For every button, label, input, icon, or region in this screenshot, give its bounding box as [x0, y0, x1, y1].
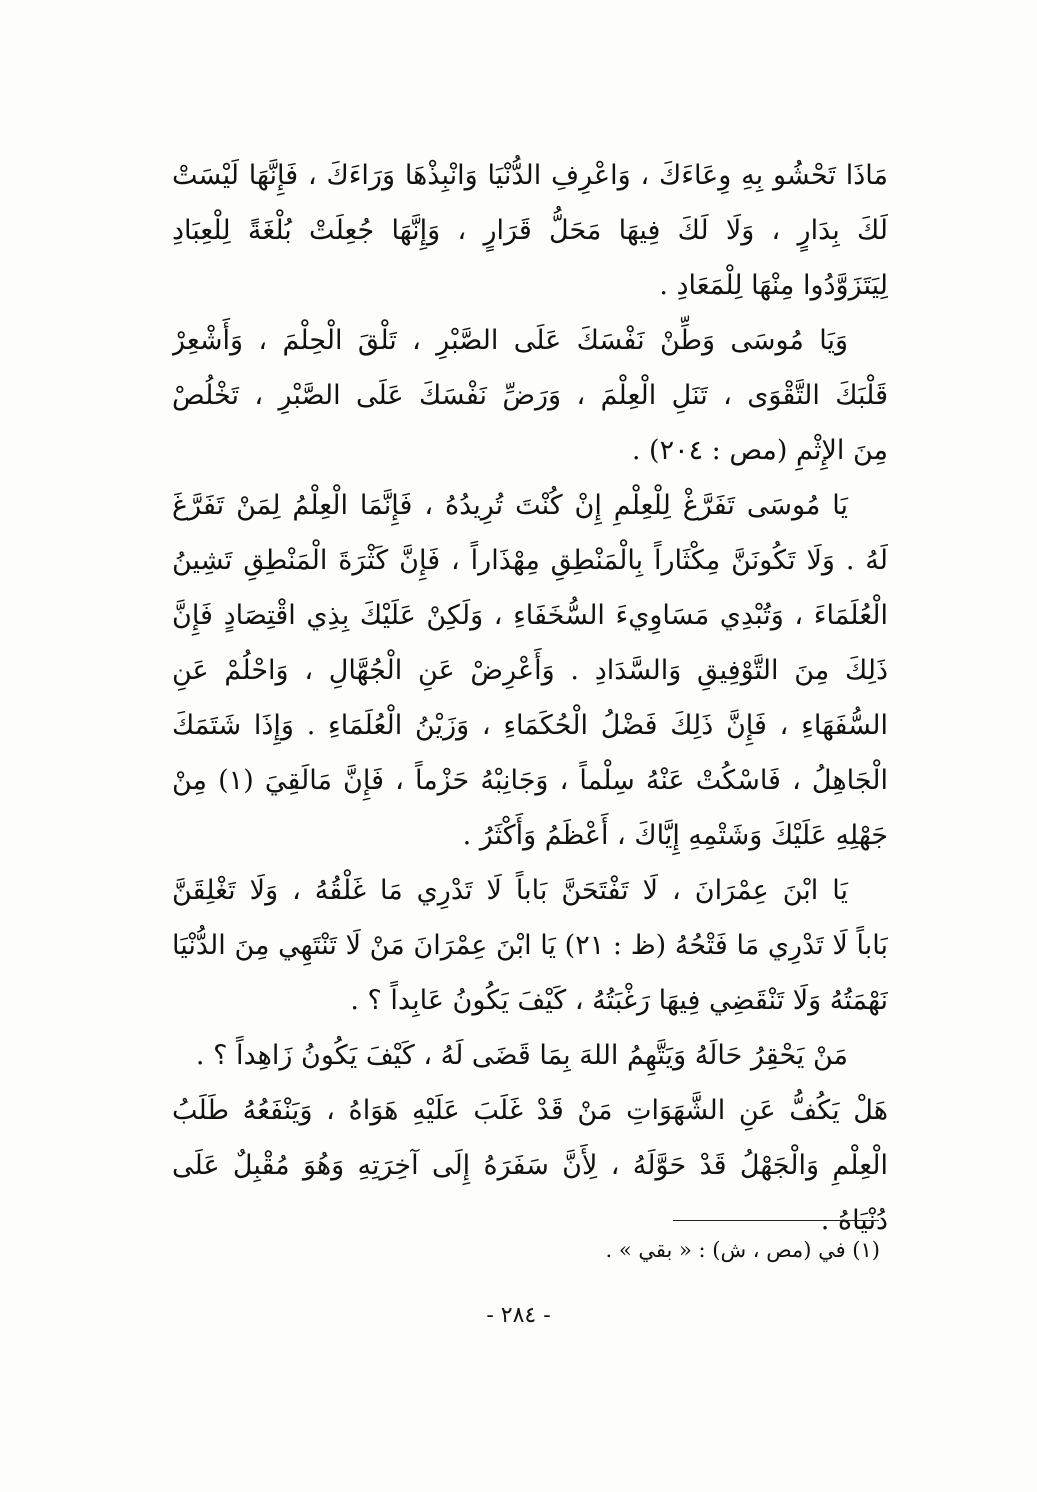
text-line-11: السُّفَهَاءِ ، فَإِنَّ ذَلِكَ فَضْلُ الْحُكَمَاءِ ، وَزَيْنُ الْعُلَمَاءِ . وَإِذَا شَتَمَكَ [172, 710, 888, 741]
page-number: - ٢٨٤ - [486, 1303, 551, 1328]
text-line-16: نَهْمَتُهُ وَلَا تَنْقَضِي فِيهَا رَغْبَتُهُ ، كَيْفَ يَكُونُ عَابِداً ؟ . [350, 985, 888, 1016]
text-line-8: لَهُ . وَلَا تَكُونَنَّ مِكْثَاراً بِالْمَنْطِقِ مِهْذَاراً ، فَإِنَّ كَثْرَةَ الْمَنْطِقِ تَشِينُ [172, 545, 888, 576]
main-text [172, 148, 888, 1248]
text-line-13: جَهْلِهِ عَلَيْكَ وَشَتْمِهِ إِيَّاكَ ، أَعْظَمُ وَأَكْثَرُ . [462, 820, 888, 851]
text-line-19: الْعِلْمِ وَالْجَهْلُ قَدْ حَوَّلَهُ ، لِأَنَّ سَفَرَهُ إِلَى آخِرَتِهِ وَهُوَ مُقْبِلٌ عَلَى [172, 1150, 888, 1181]
text-line-20: دُنْيَاهُ . [820, 1205, 888, 1236]
text-line-4: وَيَا مُوسَى وَطِّنْ نَفْسَكَ عَلَى الصَّبْرِ ، تَلْقَ الْحِلْمَ ، وَأَشْعِرْ [172, 325, 848, 356]
text-line-18: هَلْ يَكُفُّ عَنِ الشَّهَوَاتِ مَنْ قَدْ غَلَبَ عَلَيْهِ هَوَاهُ ، وَيَنْفَعُهُ طَلَبُ [172, 1095, 888, 1126]
text-line-14: يَا ابْنَ عِمْرَانَ ، لَا تَفْتَحَنَّ بَاباً لَا تَدْرِي مَا غَلْقُهُ ، وَلَا تَغْلِقَنَّ [172, 875, 848, 906]
text-line-3: لِيَتَزَوَّدُوا مِنْهَا لِلْمَعَادِ . [659, 270, 888, 301]
text-line-15: بَاباً لَا تَدْرِي مَا فَتْحُهُ (ظ : ٢١) يَا ابْنَ عِمْرَانَ مَنْ لَا تَنْتَهِي مِنَ الدُّنْيَا [172, 930, 888, 961]
text-line-2: لَكَ بِدَارٍ ، وَلَا لَكَ فِيهَا مَحَلُّ قَرَارٍ ، وَإِنَّهَا جُعِلَتْ بُلْغَةً لِلْعِبَادِ [172, 215, 888, 246]
text-line-6: مِنَ الإِثْمِ (مص : ٢٠٤) . [631, 435, 888, 466]
text-line-7: يَا مُوسَى تَفَرَّغْ لِلْعِلْمِ إِنْ كُنْتَ تُرِيدُهُ ، فَإِنَّمَا الْعِلْمُ لِمَنْ تَفَرَّغَ [172, 490, 848, 521]
text-line-1: مَاذَا تَحْشُو بِهِ وِعَاءَكَ ، وَاعْرِفِ الدُّنْيَا وَانْبِذْهَا وَرَاءَكَ ، فَإِنَّهَا لَيْسَتْ [172, 160, 888, 191]
text-line-12: الْجَاهِلُ ، فَاسْكُتْ عَنْهُ سِلْماً ، وَجَانِبْهُ حَزْماً ، فَإِنَّ مَالَقِيَ (١) مِنْ [172, 765, 888, 796]
text-line-17: مَنْ يَحْقِرُ حَالَهُ وَيَتَّهِمُ اللهَ بِمَا قَضَى لَهُ ، كَيْفَ يَكُونُ زَاهِداً ؟ . [195, 1040, 848, 1071]
footnote-divider [673, 1220, 879, 1221]
text-line-10: ذَلِكَ مِنَ التَّوْفِيقِ وَالسَّدَادِ . وَأَعْرِضْ عَنِ الْجُهَّالِ ، وَاحْلُمْ عَنِ [172, 655, 888, 686]
footnote: (١) في (مص ، ش) : « بقي » . [605, 1238, 880, 1262]
text-line-9: الْعُلَمَاءَ ، وَتُبْدِي مَسَاوِيءَ السُّخَفَاءِ ، وَلَكِنْ عَلَيْكَ بِذِي اقْتِصَادٍ فَإِنَّ [172, 600, 888, 631]
text-line-5: قَلْبَكَ التَّقْوَى ، تَنَلِ الْعِلْمَ ، وَرَضِّ نَفْسَكَ عَلَى الصَّبْرِ ، تَخْلُصْ [172, 380, 888, 411]
